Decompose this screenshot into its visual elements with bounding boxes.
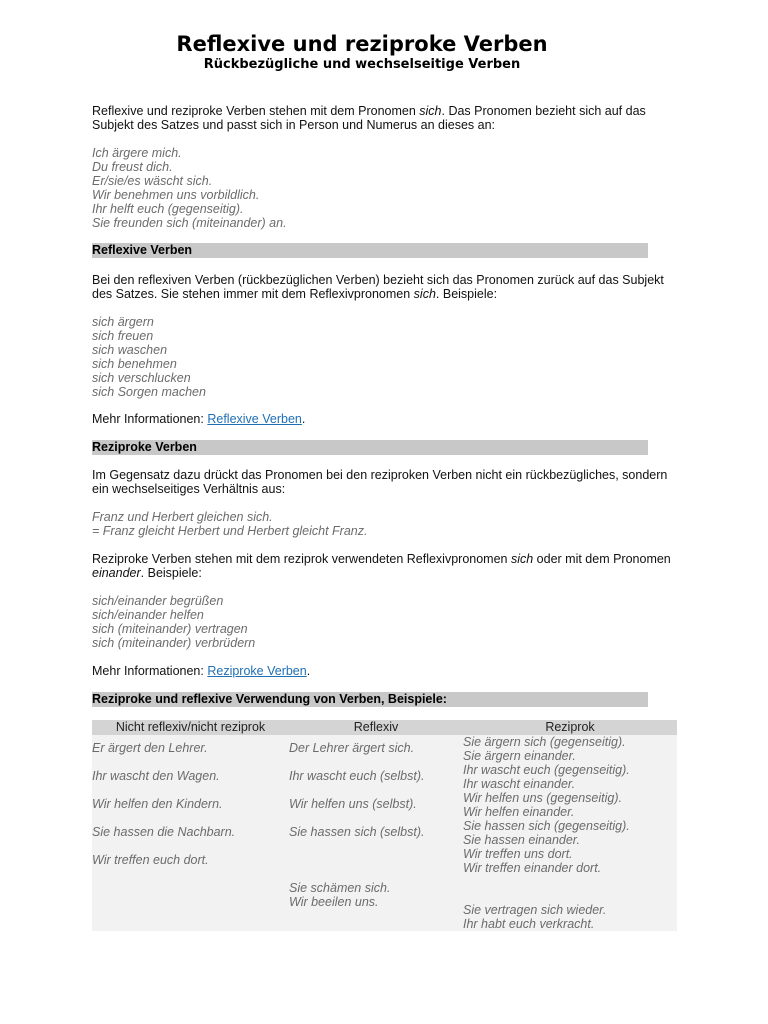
table-cell <box>463 735 677 763</box>
cell-line: Sie hassen einander. <box>463 833 580 847</box>
example-line: Ich ärgere mich. <box>92 146 182 160</box>
table-cell: Er ärgert den Lehrer. <box>92 741 208 755</box>
reflexive-verben-link[interactable]: Reflexive Verben <box>207 412 302 426</box>
table-cell <box>463 847 677 875</box>
reciprocal-italic-einander: einander <box>92 566 141 580</box>
cell-line: Wir beeilen uns. <box>289 895 379 909</box>
section-heading-reciprocal: Reziproke Verben <box>92 440 648 455</box>
table-cell: Der Lehrer ärgert sich. <box>289 741 415 755</box>
section-heading-examples: Reziproke und reflexive Verwendung von Verben, Beispiele: <box>92 692 648 707</box>
reciprocal-text: Im Gegensatz dazu drückt das Pronomen bei den reziproken Verben nicht ein rückbezügliches, sondern ein wechselseitiges Verhältnis aus: <box>92 468 668 496</box>
example-line: Er/sie/es wäscht sich. <box>92 174 213 188</box>
cell-line: Wir treffen einander dort. <box>463 861 602 875</box>
column-header: Reziprok <box>545 720 595 734</box>
example-line: sich (miteinander) verbrüdern <box>92 636 256 650</box>
table-cell: Wir helfen uns (selbst). <box>289 797 417 811</box>
cell-line: Wir helfen einander. <box>463 805 575 819</box>
table-cell: Sie hassen sich (selbst). <box>289 825 425 839</box>
example-line: Wir benehmen uns vorbildlich. <box>92 188 260 202</box>
table-cell <box>463 875 677 903</box>
table-row <box>92 791 677 819</box>
intro-italic: sich <box>419 104 442 118</box>
example-line: sich verschlucken <box>92 371 191 385</box>
table-cell <box>289 875 463 909</box>
more-info-end: . <box>306 664 311 678</box>
intro-text: Reflexive und reziproke Verben stehen mit dem Pronomen <box>92 104 420 118</box>
examples-table <box>92 720 677 931</box>
cell-line: Sie hassen sich (gegenseitig). <box>463 819 630 833</box>
cell-line: Wir treffen uns dort. <box>463 847 573 861</box>
cell-line: Sie ärgern einander. <box>463 749 576 763</box>
table-cell: Ihr wascht den Wagen. <box>92 769 220 783</box>
table-header-row <box>92 720 677 735</box>
reciprocal-text2-mid: oder mit dem Pronomen <box>533 552 671 566</box>
reciprocal-italic-sich: sich <box>510 552 534 566</box>
table-cell: Wir helfen den Kindern. <box>92 797 223 811</box>
example-line: Sie freunden sich (miteinander) an. <box>92 216 287 230</box>
table-cell <box>92 903 289 931</box>
cell-line: Sie ärgern sich (gegenseitig). <box>463 735 626 749</box>
section-heading-reflexive: Reflexive Verben <box>92 243 648 258</box>
example-line: sich/einander helfen <box>92 608 204 622</box>
cell-line: Sie schämen sich. <box>289 881 391 895</box>
table-cell <box>289 903 463 931</box>
example-line: Du freust dich. <box>92 160 173 174</box>
reciprocal-paragraph-2 <box>92 552 682 580</box>
cell-line: Ihr habt euch verkracht. <box>463 917 595 931</box>
example-line: sich ärgern <box>92 315 154 329</box>
table-cell <box>463 819 677 847</box>
example-line: sich benehmen <box>92 357 177 371</box>
reciprocal-examples-1 <box>92 510 682 538</box>
cell-line: Ihr wascht einander. <box>463 777 576 791</box>
reciprocal-more-info <box>92 664 682 678</box>
reziproke-verben-link[interactable]: Reziproke Verben <box>207 664 307 678</box>
example-line: sich Sorgen machen <box>92 385 206 399</box>
example-line: sich/einander begrüßen <box>92 594 224 608</box>
table-cell <box>463 791 677 819</box>
intro-text-end: . Das Pronomen bezieht sich auf das Subjekt des Satzes und passt sich in Person und Numerus an dieses an: <box>92 104 646 132</box>
reflexive-paragraph <box>92 273 682 301</box>
intro-paragraph <box>92 104 682 132</box>
table-cell <box>92 875 289 903</box>
more-info-label: Mehr Informationen: <box>92 412 208 426</box>
reflexive-text: Bei den reflexiven Verben (rückbezüglichen Verben) bezieht sich das Pronomen zurück auf das Subjekt des Satzes. Sie stehen immer mit dem Reflexivpronomen <box>92 273 664 301</box>
intro-examples <box>92 146 682 230</box>
reciprocal-text2-end: . Beispiele: <box>140 566 202 580</box>
column-header: Reflexiv <box>353 720 399 734</box>
example-line: Franz und Herbert gleichen sich. <box>92 510 273 524</box>
table-cell: Wir treffen euch dort. <box>92 853 209 867</box>
cell-line: Ihr wascht euch (gegenseitig). <box>463 763 630 777</box>
cell-line: Sie vertragen sich wieder. <box>463 903 607 917</box>
table-row <box>92 819 677 847</box>
example-line: sich freuen <box>92 329 154 343</box>
example-line: sich waschen <box>92 343 168 357</box>
reciprocal-text2: Reziproke Verben stehen mit dem reziprok verwendeten Reflexivpronomen <box>92 552 511 566</box>
reflexive-italic: sich <box>413 287 436 301</box>
page-title: Reflexive und reziproke Verben <box>176 32 548 56</box>
table-row <box>92 875 677 909</box>
more-info-end: . <box>301 412 306 426</box>
column-header: Nicht reflexiv/nicht reziprok <box>115 720 266 734</box>
more-info-label: Mehr Informationen: <box>92 664 208 678</box>
table-row <box>92 763 677 791</box>
cell-line: Wir helfen uns (gegenseitig). <box>463 791 622 805</box>
table-cell: Ihr wascht euch (selbst). <box>289 769 425 783</box>
table-cell: Sie hassen die Nachbarn. <box>92 825 236 839</box>
reflexive-more-info <box>92 412 682 426</box>
table-cell <box>463 903 677 931</box>
table-cell <box>463 763 677 791</box>
table-cell <box>289 847 463 875</box>
example-line: sich (miteinander) vertragen <box>92 622 248 636</box>
reflexive-examples <box>92 315 682 399</box>
page-subtitle: Rückbezügliche und wechselseitige Verben <box>203 57 521 72</box>
table-row <box>92 735 677 763</box>
reciprocal-paragraph <box>92 468 682 496</box>
reflexive-text-end: . Beispiele: <box>435 287 498 301</box>
example-line: = Franz gleicht Herbert und Herbert gleicht Franz. <box>92 524 368 538</box>
reciprocal-examples-2 <box>92 594 682 650</box>
table-row <box>92 847 677 875</box>
example-line: Ihr helft euch (gegenseitig). <box>92 202 244 216</box>
table-row <box>92 903 677 931</box>
